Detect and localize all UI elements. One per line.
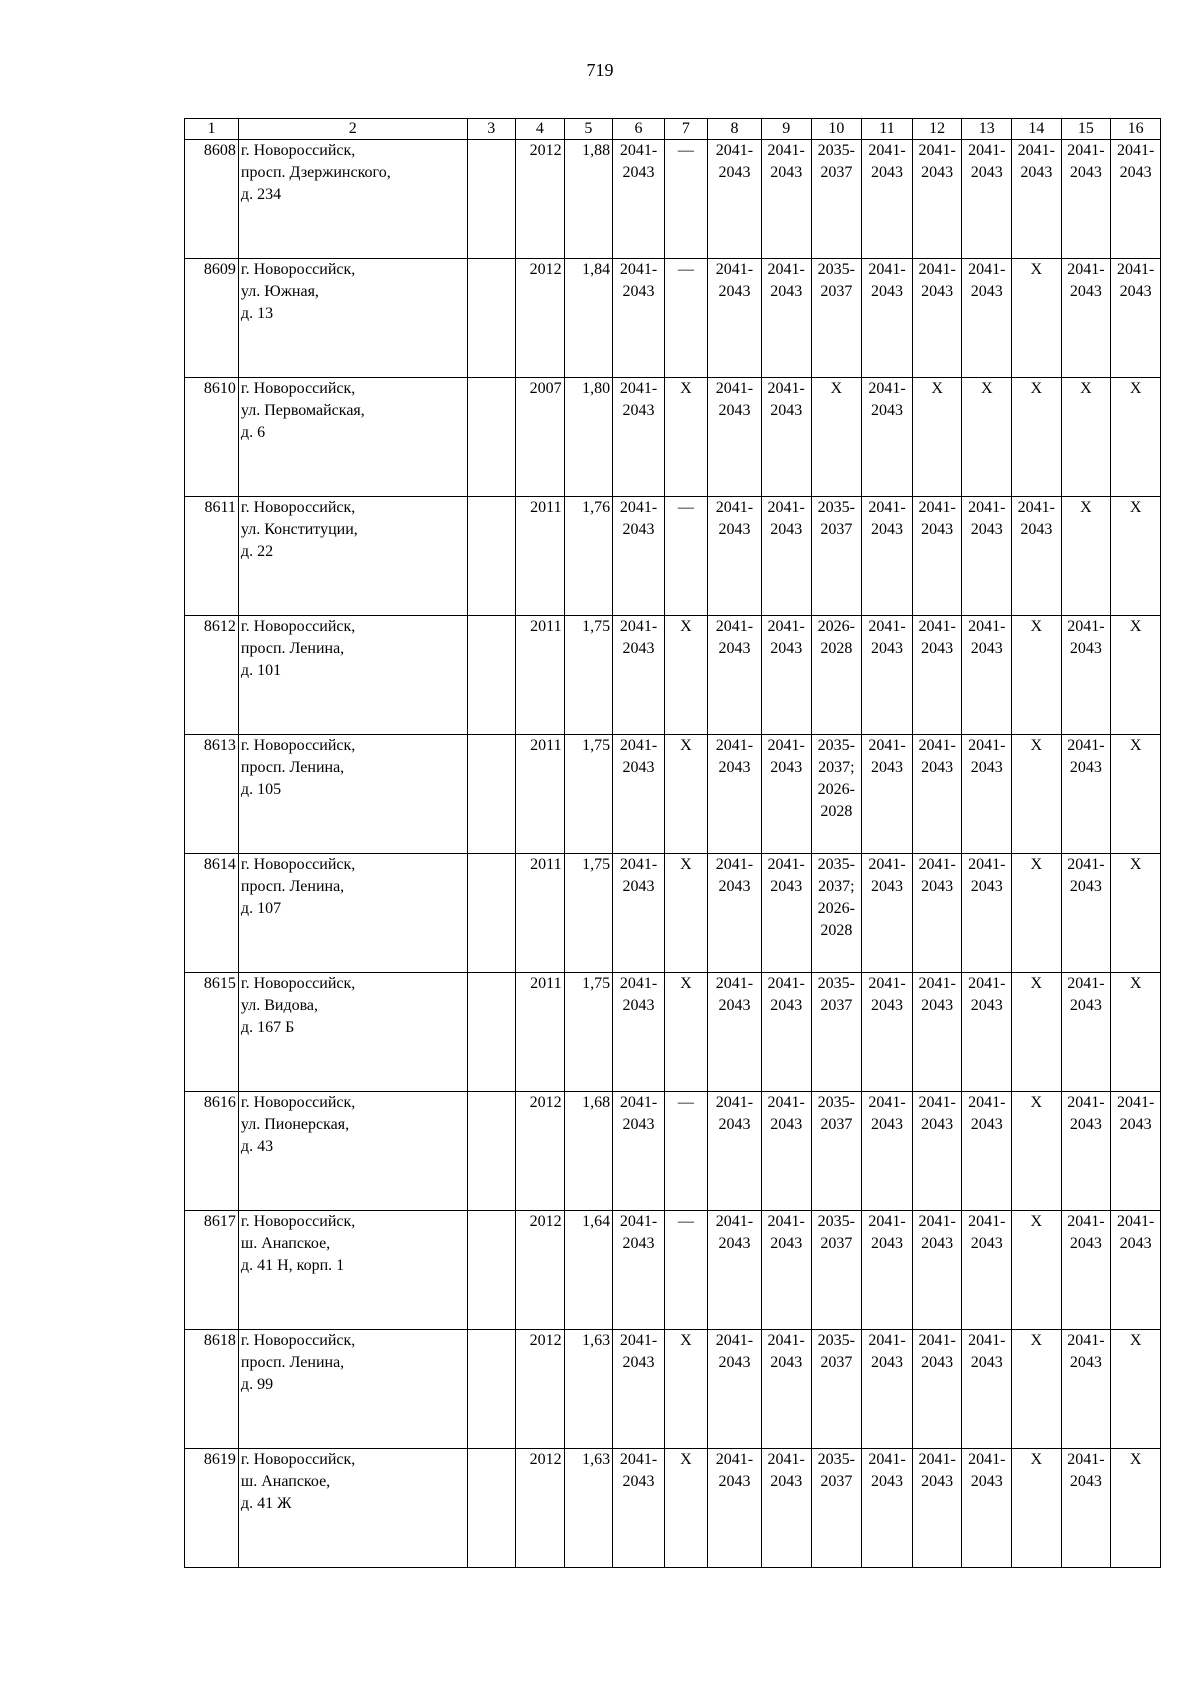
term-cell: 2041- 2043 (707, 1211, 761, 1330)
term-cell: — (664, 1092, 707, 1211)
year-cell: 2011 (516, 735, 565, 854)
term-cell: 2041- 2043 (707, 378, 761, 497)
term-cell: 2041- 2043 (912, 140, 962, 259)
row-number: 8612 (185, 616, 239, 735)
col3-cell (467, 854, 516, 973)
row-number: 8619 (185, 1449, 239, 1568)
term-cell: 2041- 2043 (707, 973, 761, 1092)
term-cell: 2041- 2043 (707, 259, 761, 378)
term-cell: X (1012, 735, 1062, 854)
table-body (185, 140, 1161, 1568)
term-cell: X (664, 973, 707, 1092)
term-cell: X (1012, 1211, 1062, 1330)
term-cell: 2041- 2043 (1061, 854, 1111, 973)
value-cell: 1,80 (564, 378, 613, 497)
address-cell: г. Новороссийск, просп. Ленина, д. 101 (238, 616, 467, 735)
term-cell: X (664, 735, 707, 854)
term-cell: 2035- 2037 (811, 1211, 862, 1330)
term-cell: X (1012, 854, 1062, 973)
term-cell: X (1111, 616, 1161, 735)
value-cell: 1,63 (564, 1330, 613, 1449)
col3-cell (467, 973, 516, 1092)
table-row (185, 1211, 1161, 1330)
year-cell: 2012 (516, 1092, 565, 1211)
term-cell: 2035- 2037 (811, 973, 862, 1092)
value-cell: 1,75 (564, 973, 613, 1092)
column-header: 6 (613, 119, 665, 140)
term-cell: X (664, 378, 707, 497)
column-header: 7 (664, 119, 707, 140)
term-cell: 2041- 2043 (707, 1449, 761, 1568)
term-cell: 2041- 2043 (912, 973, 962, 1092)
column-header: 14 (1012, 119, 1062, 140)
value-cell: 1,68 (564, 1092, 613, 1211)
term-cell: 2041- 2043 (707, 1092, 761, 1211)
row-number: 8614 (185, 854, 239, 973)
col3-cell (467, 1092, 516, 1211)
row-number: 8617 (185, 1211, 239, 1330)
term-cell: 2041- 2043 (761, 1211, 811, 1330)
term-cell: 2041- 2043 (912, 259, 962, 378)
term-cell: 2041- 2043 (613, 854, 665, 973)
column-header: 11 (862, 119, 913, 140)
table-row (185, 854, 1161, 973)
term-cell: 2041- 2043 (962, 497, 1012, 616)
term-cell: 2041- 2043 (707, 616, 761, 735)
column-header: 1 (185, 119, 239, 140)
term-cell: 2041- 2043 (862, 259, 913, 378)
term-cell: 2041- 2043 (1111, 1092, 1161, 1211)
value-cell: 1,75 (564, 735, 613, 854)
column-header: 16 (1111, 119, 1161, 140)
term-cell: 2041- 2043 (1061, 1092, 1111, 1211)
term-cell: X (912, 378, 962, 497)
term-cell: X (1111, 1330, 1161, 1449)
row-number: 8618 (185, 1330, 239, 1449)
year-cell: 2011 (516, 616, 565, 735)
term-cell: 2041- 2043 (912, 1092, 962, 1211)
term-cell: 2041- 2043 (1012, 497, 1062, 616)
term-cell: 2041- 2043 (862, 497, 913, 616)
term-cell: X (1012, 1449, 1062, 1568)
term-cell: 2041- 2043 (613, 497, 665, 616)
col3-cell (467, 735, 516, 854)
term-cell: 2041- 2043 (912, 1330, 962, 1449)
term-cell: 2041- 2043 (761, 378, 811, 497)
term-cell: 2041- 2043 (761, 973, 811, 1092)
term-cell: 2041- 2043 (613, 735, 665, 854)
term-cell: 2041- 2043 (862, 378, 913, 497)
address-cell: г. Новороссийск, ш. Анапское, д. 41 Ж (238, 1449, 467, 1568)
term-cell: 2041- 2043 (962, 1092, 1012, 1211)
value-cell: 1,75 (564, 616, 613, 735)
column-header: 13 (962, 119, 1012, 140)
term-cell: 2041- 2043 (707, 497, 761, 616)
term-cell: 2041- 2043 (912, 854, 962, 973)
term-cell: X (664, 616, 707, 735)
col3-cell (467, 259, 516, 378)
term-cell: X (664, 1449, 707, 1568)
table-row (185, 378, 1161, 497)
year-cell: 2011 (516, 973, 565, 1092)
column-header: 4 (516, 119, 565, 140)
table-row (185, 1449, 1161, 1568)
address-cell: г. Новороссийск, ш. Анапское, д. 41 Н, корп. 1 (238, 1211, 467, 1330)
term-cell: 2035- 2037 (811, 497, 862, 616)
term-cell: X (962, 378, 1012, 497)
term-cell: 2041- 2043 (912, 735, 962, 854)
row-number: 8609 (185, 259, 239, 378)
col3-cell (467, 1330, 516, 1449)
value-cell: 1,84 (564, 259, 613, 378)
term-cell: 2041- 2043 (862, 735, 913, 854)
col3-cell (467, 140, 516, 259)
row-number: 8611 (185, 497, 239, 616)
term-cell: X (1012, 973, 1062, 1092)
term-cell: 2035- 2037 (811, 1092, 862, 1211)
term-cell: 2041- 2043 (613, 378, 665, 497)
term-cell: 2041- 2043 (613, 1449, 665, 1568)
term-cell: X (1061, 378, 1111, 497)
term-cell: 2035- 2037; 2026- 2028 (811, 854, 862, 973)
term-cell: 2041- 2043 (613, 973, 665, 1092)
table-header (185, 119, 1161, 140)
col3-cell (467, 378, 516, 497)
row-number: 8615 (185, 973, 239, 1092)
year-cell: 2012 (516, 1211, 565, 1330)
row-number: 8608 (185, 140, 239, 259)
term-cell: 2041- 2043 (707, 1330, 761, 1449)
term-cell: X (811, 378, 862, 497)
term-cell: 2041- 2043 (962, 735, 1012, 854)
column-header: 5 (564, 119, 613, 140)
term-cell: 2041- 2043 (962, 1211, 1012, 1330)
col3-cell (467, 497, 516, 616)
term-cell: 2041- 2043 (707, 735, 761, 854)
table-row (185, 1092, 1161, 1211)
term-cell: 2041- 2043 (862, 140, 913, 259)
term-cell: 2041- 2043 (761, 1330, 811, 1449)
term-cell: 2035- 2037 (811, 140, 862, 259)
term-cell: 2041- 2043 (962, 854, 1012, 973)
term-cell: 2041- 2043 (1111, 1211, 1161, 1330)
term-cell: 2041- 2043 (912, 1211, 962, 1330)
value-cell: 1,88 (564, 140, 613, 259)
term-cell: X (1111, 973, 1161, 1092)
term-cell: — (664, 140, 707, 259)
term-cell: 2041- 2043 (707, 854, 761, 973)
term-cell: 2041- 2043 (962, 616, 1012, 735)
term-cell: 2041- 2043 (761, 140, 811, 259)
table-row (185, 735, 1161, 854)
term-cell: 2035- 2037; 2026- 2028 (811, 735, 862, 854)
table-row (185, 259, 1161, 378)
term-cell: X (1111, 378, 1161, 497)
term-cell: 2041- 2043 (761, 497, 811, 616)
term-cell: 2041- 2043 (1061, 1211, 1111, 1330)
year-cell: 2012 (516, 259, 565, 378)
term-cell: X (1111, 1449, 1161, 1568)
value-cell: 1,75 (564, 854, 613, 973)
row-number: 8610 (185, 378, 239, 497)
term-cell: 2041- 2043 (862, 1211, 913, 1330)
term-cell: 2041- 2043 (912, 616, 962, 735)
table-row (185, 973, 1161, 1092)
term-cell: 2041- 2043 (761, 616, 811, 735)
table-row (185, 1330, 1161, 1449)
term-cell: X (664, 854, 707, 973)
term-cell: 2041- 2043 (1061, 140, 1111, 259)
term-cell: 2026- 2028 (811, 616, 862, 735)
term-cell: X (1012, 1330, 1062, 1449)
term-cell: — (664, 1211, 707, 1330)
term-cell: 2041- 2043 (1111, 259, 1161, 378)
address-cell: г. Новороссийск, ул. Видова, д. 167 Б (238, 973, 467, 1092)
term-cell: 2041- 2043 (1012, 140, 1062, 259)
term-cell: 2035- 2037 (811, 1449, 862, 1568)
address-cell: г. Новороссийск, ул. Южная, д. 13 (238, 259, 467, 378)
column-header: 9 (761, 119, 811, 140)
year-cell: 2007 (516, 378, 565, 497)
row-number: 8616 (185, 1092, 239, 1211)
column-header: 3 (467, 119, 516, 140)
year-cell: 2012 (516, 1449, 565, 1568)
term-cell: 2041- 2043 (761, 1449, 811, 1568)
column-header: 8 (707, 119, 761, 140)
term-cell: 2041- 2043 (613, 1092, 665, 1211)
term-cell: 2041- 2043 (862, 854, 913, 973)
term-cell: 2041- 2043 (1061, 1449, 1111, 1568)
term-cell: X (1111, 735, 1161, 854)
term-cell: 2035- 2037 (811, 259, 862, 378)
term-cell: X (1012, 616, 1062, 735)
column-header: 15 (1061, 119, 1111, 140)
term-cell: 2035- 2037 (811, 1330, 862, 1449)
address-cell: г. Новороссийск, просп. Ленина, д. 107 (238, 854, 467, 973)
value-cell: 1,76 (564, 497, 613, 616)
term-cell: 2041- 2043 (962, 259, 1012, 378)
term-cell: 2041- 2043 (862, 1092, 913, 1211)
term-cell: 2041- 2043 (1061, 1330, 1111, 1449)
table-row (185, 497, 1161, 616)
term-cell: 2041- 2043 (761, 1092, 811, 1211)
value-cell: 1,63 (564, 1449, 613, 1568)
term-cell: X (664, 1330, 707, 1449)
term-cell: 2041- 2043 (962, 140, 1012, 259)
address-cell: г. Новороссийск, ул. Первомайская, д. 6 (238, 378, 467, 497)
term-cell: 2041- 2043 (1061, 973, 1111, 1092)
term-cell: 2041- 2043 (613, 1330, 665, 1449)
housing-repair-table (184, 118, 1161, 1568)
col3-cell (467, 1211, 516, 1330)
page-number: 719 (586, 60, 614, 80)
term-cell: 2041- 2043 (912, 1449, 962, 1568)
term-cell: 2041- 2043 (761, 259, 811, 378)
term-cell: 2041- 2043 (761, 854, 811, 973)
term-cell: 2041- 2043 (761, 735, 811, 854)
term-cell: 2041- 2043 (613, 259, 665, 378)
term-cell: 2041- 2043 (1061, 259, 1111, 378)
term-cell: — (664, 497, 707, 616)
address-cell: г. Новороссийск, просп. Дзержинского, д. 234 (238, 140, 467, 259)
term-cell: X (1012, 1092, 1062, 1211)
term-cell: 2041- 2043 (862, 1330, 913, 1449)
year-cell: 2012 (516, 140, 565, 259)
term-cell: 2041- 2043 (862, 973, 913, 1092)
row-number: 8613 (185, 735, 239, 854)
value-cell: 1,64 (564, 1211, 613, 1330)
column-header: 2 (238, 119, 467, 140)
term-cell: 2041- 2043 (912, 497, 962, 616)
term-cell: 2041- 2043 (613, 140, 665, 259)
address-cell: г. Новороссийск, ул. Конституции, д. 22 (238, 497, 467, 616)
term-cell: X (1061, 497, 1111, 616)
table-row (185, 616, 1161, 735)
address-cell: г. Новороссийск, просп. Ленина, д. 105 (238, 735, 467, 854)
term-cell: 2041- 2043 (613, 1211, 665, 1330)
term-cell: X (1111, 854, 1161, 973)
term-cell: 2041- 2043 (862, 1449, 913, 1568)
term-cell: X (1012, 378, 1062, 497)
address-cell: г. Новороссийск, ул. Пионерская, д. 43 (238, 1092, 467, 1211)
term-cell: 2041- 2043 (707, 140, 761, 259)
term-cell: 2041- 2043 (1111, 140, 1161, 259)
term-cell: 2041- 2043 (962, 1449, 1012, 1568)
term-cell: X (1111, 497, 1161, 616)
col3-cell (467, 616, 516, 735)
col3-cell (467, 1449, 516, 1568)
table-row (185, 140, 1161, 259)
year-cell: 2012 (516, 1330, 565, 1449)
term-cell: 2041- 2043 (962, 973, 1012, 1092)
term-cell: 2041- 2043 (1061, 616, 1111, 735)
column-header: 12 (912, 119, 962, 140)
term-cell: 2041- 2043 (962, 1330, 1012, 1449)
term-cell: — (664, 259, 707, 378)
term-cell: 2041- 2043 (862, 616, 913, 735)
term-cell: 2041- 2043 (1061, 735, 1111, 854)
column-header: 10 (811, 119, 862, 140)
term-cell: X (1012, 259, 1062, 378)
year-cell: 2011 (516, 854, 565, 973)
header-row (185, 119, 1161, 140)
term-cell: 2041- 2043 (613, 616, 665, 735)
address-cell: г. Новороссийск, просп. Ленина, д. 99 (238, 1330, 467, 1449)
year-cell: 2011 (516, 497, 565, 616)
